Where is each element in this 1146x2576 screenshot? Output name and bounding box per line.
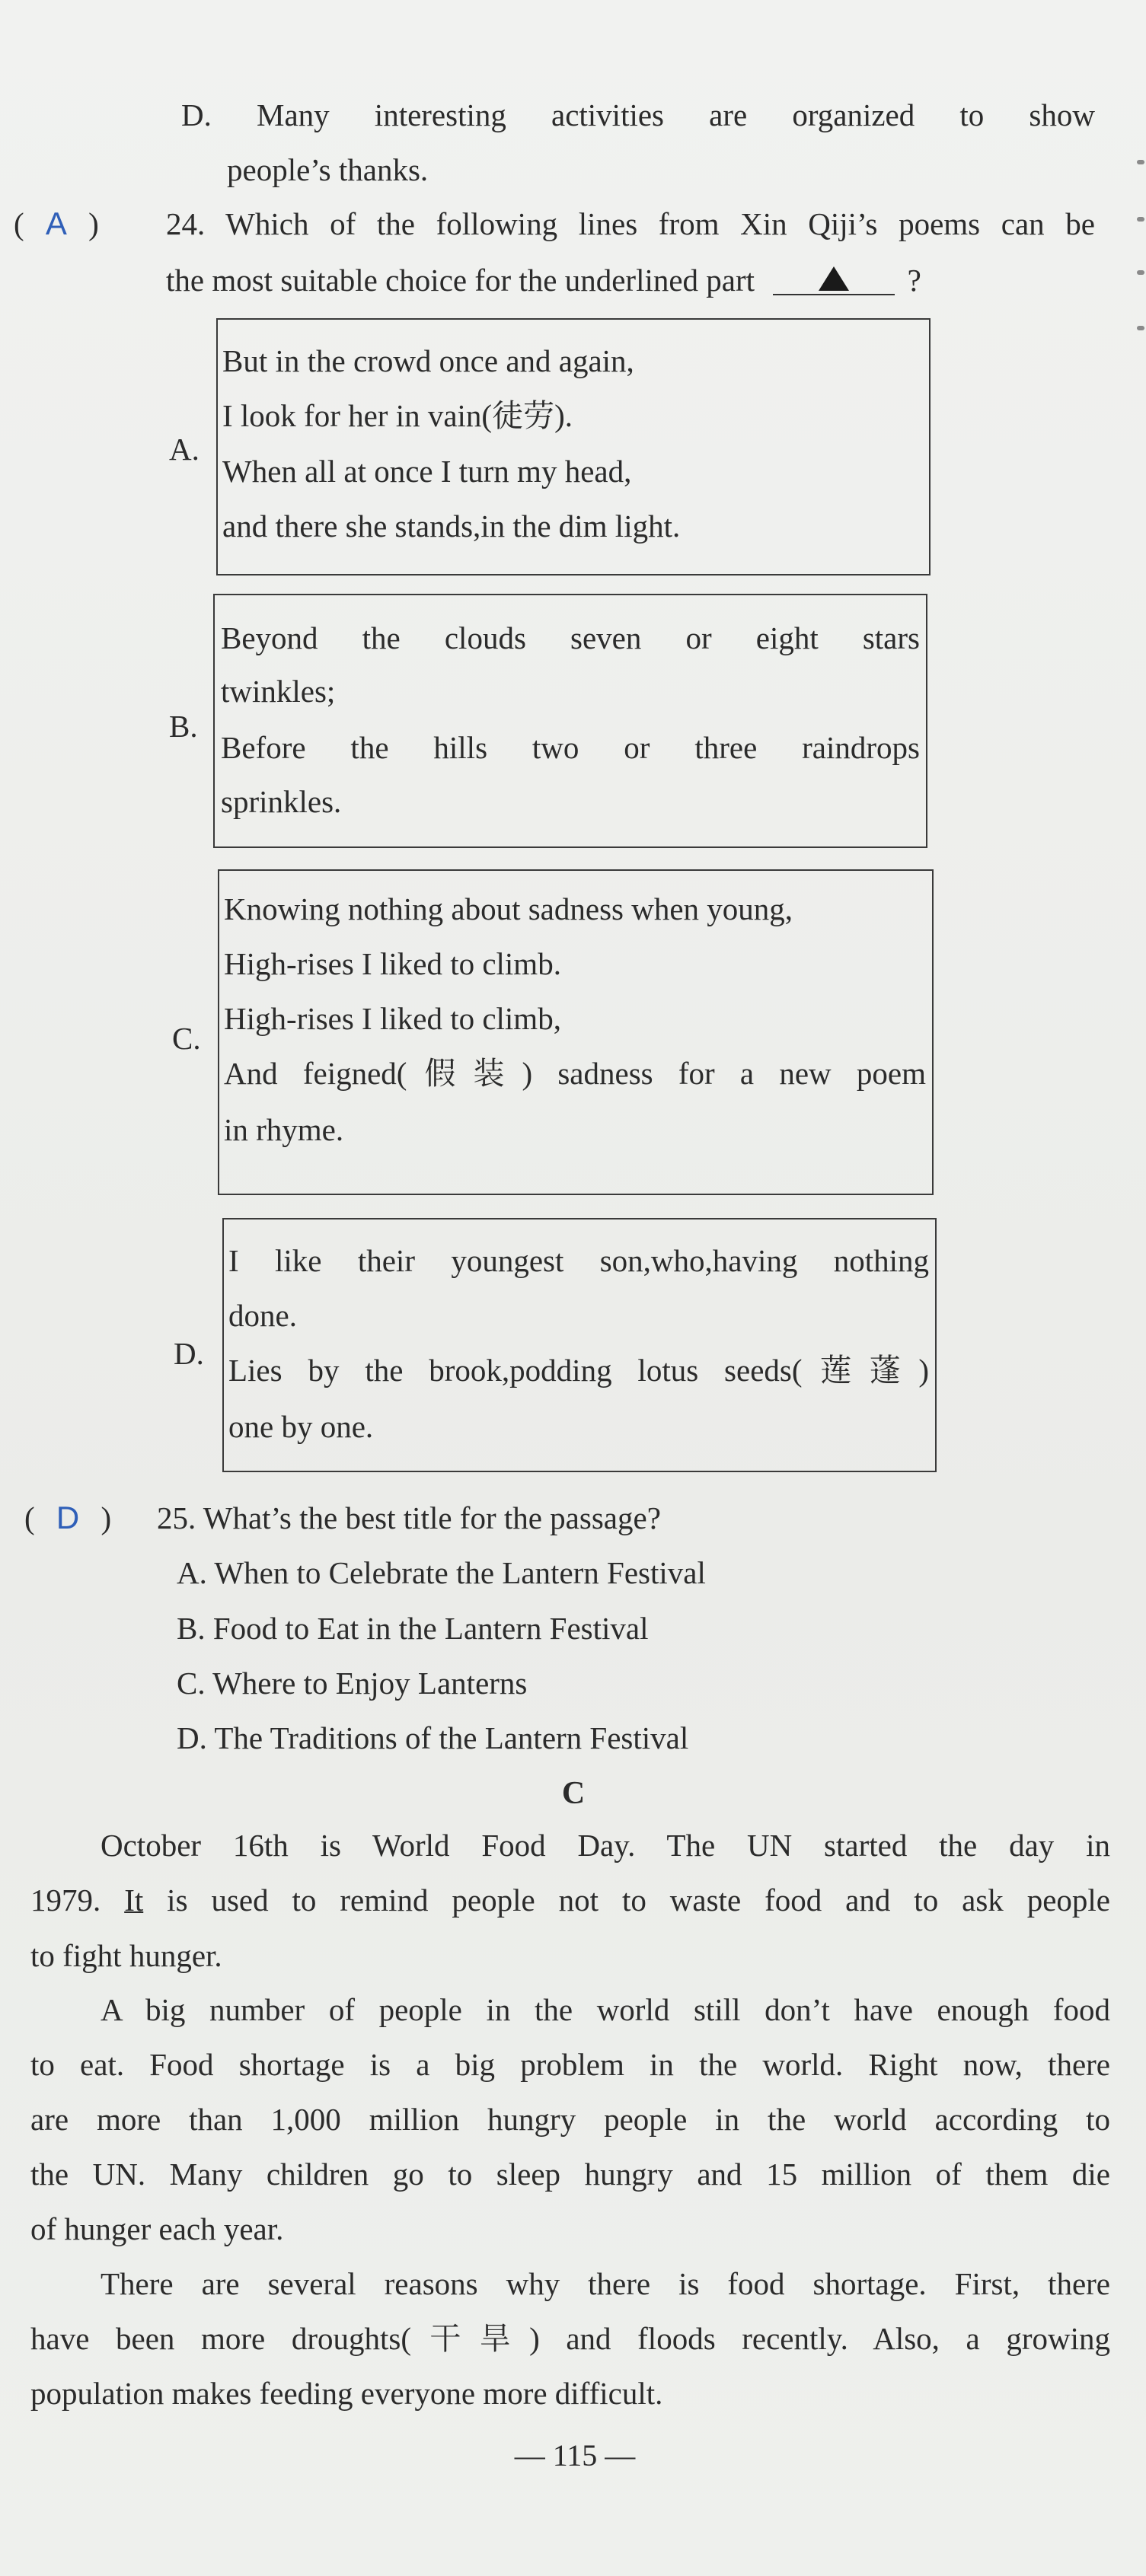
edge-mark bbox=[1137, 217, 1144, 222]
q24-option-b-line2: twinkles; bbox=[221, 674, 336, 709]
p1-line1: October 16th is World Food Day. The UN started the day in bbox=[101, 1828, 1110, 1863]
q24-option-a-line1: But in the crowd once and again, bbox=[222, 343, 634, 378]
q24-option-c-line4: And feigned(假装) sadness for a new poem bbox=[224, 1056, 926, 1091]
q24-option-d-box bbox=[222, 1218, 937, 1472]
q24-paren-close: ) bbox=[88, 206, 99, 241]
q24-option-c-line2: High-rises I liked to climb. bbox=[224, 946, 561, 981]
p3-line1: There are several reasons why there is food shortage. First, there bbox=[101, 2266, 1110, 2301]
q24-option-b-line1: Beyond the clouds seven or eight stars bbox=[221, 620, 920, 655]
q25-option-a: A. When to Celebrate the Lantern Festival bbox=[177, 1555, 706, 1590]
q24-option-c-letter: C. bbox=[172, 1021, 201, 1056]
q24-option-b-line4: sprinkles. bbox=[221, 784, 342, 819]
p3-line3: population makes feeding everyone more difficult. bbox=[30, 2376, 663, 2411]
p1-line2-rest: is used to remind people not to waste food and to ask people bbox=[167, 1883, 1110, 1918]
q24-option-d-line2: done. bbox=[228, 1298, 297, 1333]
q24-answer-bracket bbox=[14, 204, 99, 244]
q25-option-c: C. Where to Enjoy Lanterns bbox=[177, 1666, 528, 1701]
q24-option-b-box bbox=[213, 594, 927, 848]
p2-line3: are more than 1,000 million hungry people in the world according to bbox=[30, 2102, 1110, 2137]
q24-option-d-line4: one by one. bbox=[228, 1409, 374, 1444]
q24-option-d-line3: Lies by the brook,podding lotus seeds(莲蓬) bbox=[228, 1353, 929, 1388]
q24-option-b-line3: Before the hills two or three raindrops bbox=[221, 730, 920, 765]
edge-mark bbox=[1137, 270, 1144, 275]
q25-option-b: B. Food to Eat in the Lantern Festival bbox=[177, 1611, 649, 1646]
triangle-icon bbox=[819, 266, 849, 291]
p1-line3: to fight hunger. bbox=[30, 1938, 222, 1973]
edge-mark bbox=[1137, 160, 1144, 164]
q24-option-d-line1: I like their youngest son,who,having nothing bbox=[228, 1243, 929, 1278]
page-number: — 115 — bbox=[514, 2438, 636, 2472]
q23-option-d-line2: people’s thanks. bbox=[227, 152, 429, 187]
q23-option-d-line1: D. Many interesting activities are organized to show bbox=[181, 97, 1095, 132]
p2-line5: of hunger each year. bbox=[30, 2211, 284, 2246]
q24-option-a-letter: A. bbox=[169, 432, 200, 467]
p1-line2-start: 1979. bbox=[30, 1883, 101, 1918]
q25-option-d: D. The Traditions of the Lantern Festival bbox=[177, 1720, 689, 1755]
q24-stem-line1: 24. Which of the following lines from Xin Qiji’s poems can be bbox=[166, 206, 1095, 241]
q25-paren-open: ( bbox=[24, 1500, 35, 1535]
q24-option-c-line1: Knowing nothing about sadness when young, bbox=[224, 891, 793, 926]
p1-underlined-it: It bbox=[124, 1883, 144, 1918]
q24-paren-open: ( bbox=[14, 206, 24, 241]
q24-option-a-line2: I look for her in vain(徒劳). bbox=[222, 398, 573, 433]
q24-blank bbox=[773, 260, 895, 295]
q24-option-a-line4: and there she stands,in the dim light. bbox=[222, 509, 681, 544]
q24-option-c-line5: in rhyme. bbox=[224, 1112, 344, 1147]
q25-stem: 25. What’s the best title for the passage? bbox=[157, 1500, 661, 1535]
q24-option-b-letter: B. bbox=[169, 709, 198, 744]
p2-line1: A big number of people in the world still don’t have enough food bbox=[101, 1992, 1110, 2027]
q24-option-a-box bbox=[216, 318, 931, 575]
q24-option-a-line3: When all at once I turn my head, bbox=[222, 454, 632, 489]
q24-stem-line2 bbox=[166, 260, 921, 300]
q24-stem-end: ? bbox=[907, 263, 921, 298]
p2-line2: to eat. Food shortage is a big problem in the world. Right now, there bbox=[30, 2047, 1110, 2082]
q25-answer: D bbox=[56, 1500, 80, 1535]
q24-stem-text: the most suitable choice for the underlined part bbox=[166, 263, 755, 298]
q24-option-d-letter: D. bbox=[174, 1336, 204, 1371]
p3-line2: have been more droughts(干旱) and floods recently. Also, a growing bbox=[30, 2321, 1110, 2356]
q25-paren-close: ) bbox=[101, 1500, 112, 1535]
p2-line4: the UN. Many children go to sleep hungry and 15 million of them die bbox=[30, 2157, 1110, 2192]
edge-mark bbox=[1137, 326, 1144, 330]
section-heading: C bbox=[561, 1776, 586, 1811]
q25-answer-bracket bbox=[24, 1498, 111, 1538]
q24-option-c-line3: High-rises I liked to climb, bbox=[224, 1001, 561, 1036]
q24-answer: A bbox=[45, 206, 67, 241]
p1-line2 bbox=[30, 1880, 1110, 1920]
q24-option-c-box bbox=[218, 869, 934, 1195]
